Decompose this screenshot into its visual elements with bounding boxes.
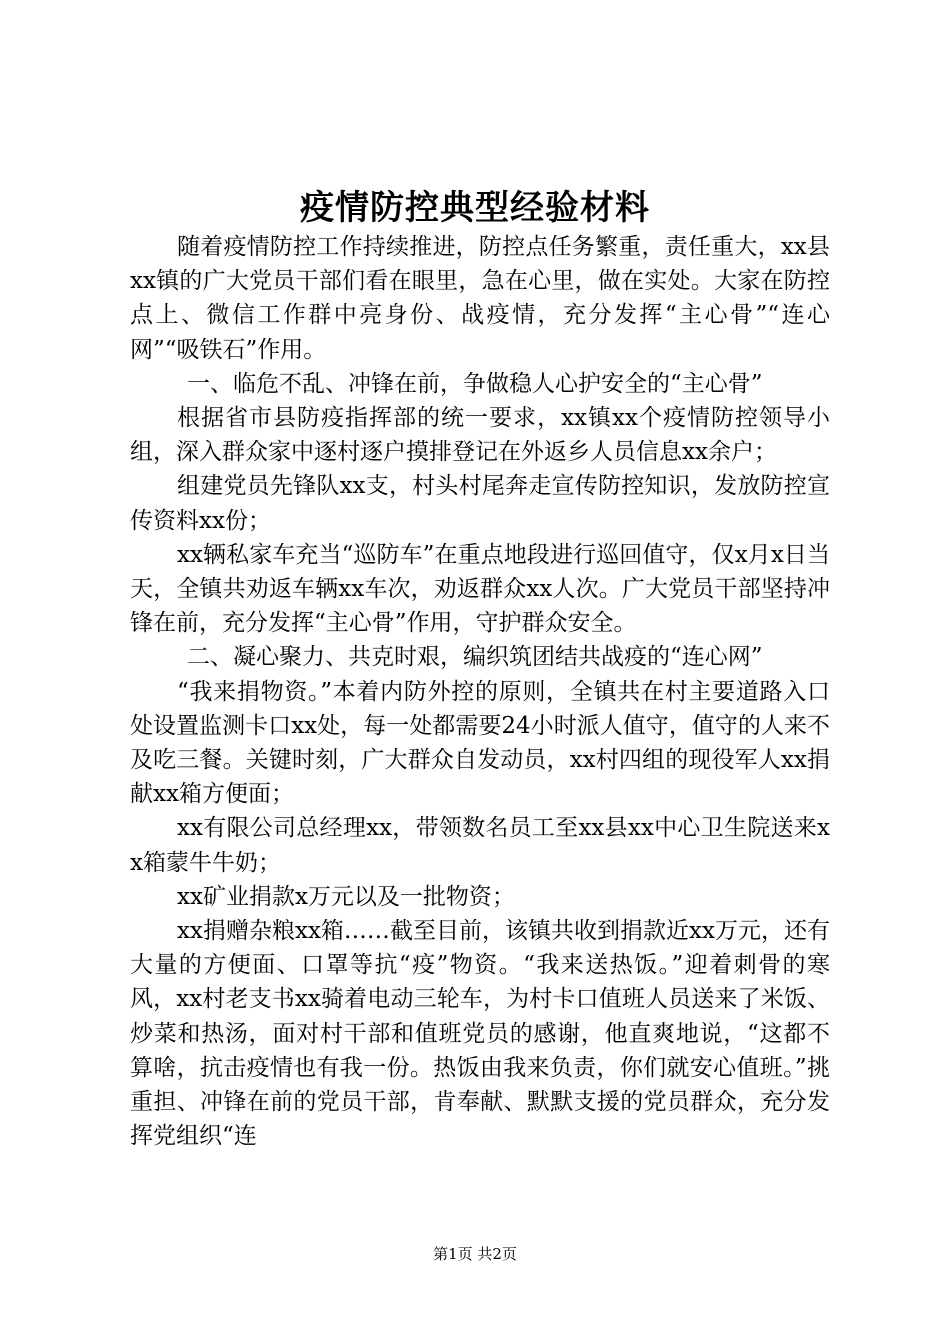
body-paragraph: 组建党员先锋队xx支，村头村尾奔走宣传防控知识，发放防控宣传资料xx份； xyxy=(130,473,830,534)
intro-paragraph: 随着疫情防控工作持续推进，防控点任务繁重，责任重大，xx县xx镇的广大党员干部们看在眼里，急在心里，做在实处。大家在防控点上、微信工作群中亮身份、战疫情，充分发挥“主心骨”“连心网”“吸铁石”作用。 xyxy=(130,234,830,363)
section-heading-2: 二、凝心聚力、共克时艰，编织筑团结共战疫的“连心网” xyxy=(187,644,763,671)
document-title: 疫情防控典型经验材料 xyxy=(300,188,650,228)
body-paragraph: xx矿业捐款x万元以及一批物资； xyxy=(177,883,515,910)
body-paragraph: 根据省市县防疫指挥部的统一要求，xx镇xx个疫情防控领导小组，深入群众家中逐村逐户摸排登记在外返乡人员信息xx余户； xyxy=(130,405,830,466)
body-paragraph: xx有限公司总经理xx，带领数名员工至xx县xx中心卫生院送来xx箱蒙牛牛奶； xyxy=(130,815,830,876)
page-footer: 第1页 共2页 xyxy=(433,1245,517,1263)
body-paragraph: xx辆私家车充当“巡防车”在重点地段进行巡回值守，仅x月x日当天，全镇共劝返车辆xx车次，劝返群众xx人次。广大党员干部坚持冲锋在前，充分发挥“主心骨”作用，守护群众安全。 xyxy=(130,541,830,637)
document-body xyxy=(130,230,830,1153)
body-paragraph: “我来捐物资。”本着内防外控的原则，全镇共在村主要道路入口处设置监测卡口xx处，每一处都需要24小时派人值守，值守的人来不及吃三餐。关键时刻，广大群众自发动员，xx村四组的现役军人xx捐献xx箱方便面； xyxy=(130,678,830,808)
body-paragraph: xx捐赠杂粮xx箱……截至目前，该镇共收到捐款近xx万元，还有大量的方便面、口罩等抗“疫”物资。“我来送热饭。”迎着刺骨的寒风，xx村老支书xx骑着电动三轮车，为村卡口值班人员送来了米饭、炒菜和热汤，面对村干部和值班党员的感谢，他直爽地说，“这都不算啥，抗击疫情也有我一份。热饭由我来负责，你们就安心值班。”挑重担、冲锋在前的党员干部，肯奉献、默默支援的党员群众，充分发挥党组织“连 xyxy=(130,918,830,1150)
section-heading-1: 一、临危不乱、冲锋在前，争做稳人心护安全的“主心骨” xyxy=(187,370,763,397)
